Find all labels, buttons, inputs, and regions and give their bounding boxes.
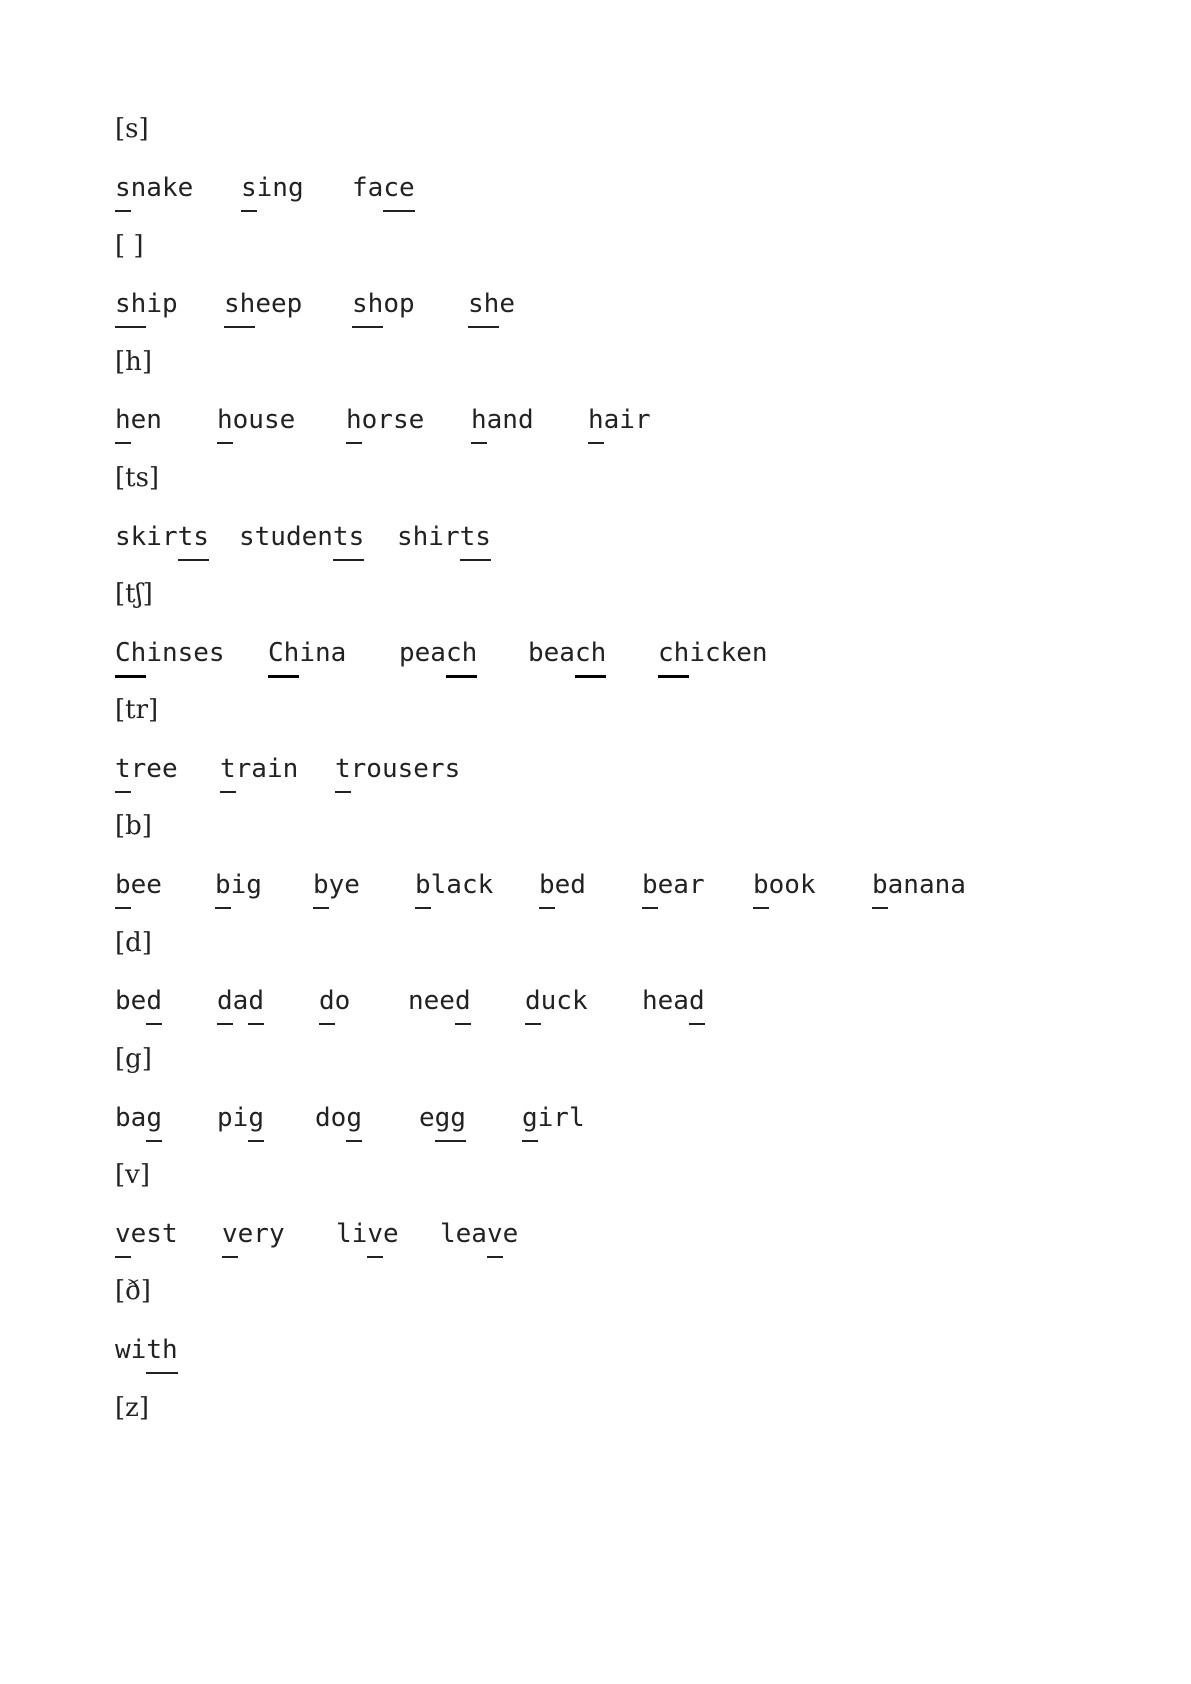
example-word (397, 519, 491, 561)
word-letters: ear (657, 870, 705, 900)
phoneme-heading: [s] (115, 114, 149, 144)
example-word (115, 1332, 178, 1374)
word-letters: irl (537, 1103, 585, 1133)
underlined-letters: d (248, 983, 264, 1025)
word-letters: ba (115, 1103, 147, 1133)
word-letters: ed (554, 870, 586, 900)
example-word (528, 635, 606, 678)
example-word (525, 983, 588, 1025)
example-word (115, 1100, 162, 1142)
word-letters: anana (887, 870, 966, 900)
underlined-letters: t (115, 751, 131, 793)
underlined-letters: d (455, 983, 471, 1025)
word-letters: pi (217, 1103, 249, 1133)
example-word (642, 867, 705, 909)
example-word (220, 751, 298, 793)
underlined-letters: v (367, 1216, 383, 1258)
underlined-letters: b (415, 867, 431, 909)
underlined-letters: d (146, 983, 162, 1025)
word-letters: be (115, 986, 147, 1016)
underlined-letters: t (335, 751, 351, 793)
word-letters: ouse (232, 405, 296, 435)
example-word (352, 170, 415, 212)
example-word (224, 286, 302, 328)
example-word (115, 751, 178, 793)
word-letters: o (334, 986, 351, 1016)
word-letters: and (486, 405, 534, 435)
example-word (642, 983, 705, 1025)
word-letters: li (336, 1219, 368, 1249)
word-letters: ip (146, 289, 178, 319)
example-word (471, 402, 534, 444)
word-letters: a (232, 986, 249, 1016)
word-letters: shir (397, 522, 460, 552)
underlined-letters: g (248, 1100, 264, 1142)
underlined-letters: ts (333, 519, 364, 561)
word-letters: rain (235, 754, 299, 784)
phoneme-heading: [ð] (115, 1276, 151, 1306)
underlined-letters: sh (224, 286, 255, 328)
word-letters: e (419, 1103, 435, 1133)
underlined-letters: ts (178, 519, 209, 561)
word-letters: rousers (350, 754, 461, 784)
word-letters: nake (130, 173, 194, 203)
example-word (239, 519, 364, 561)
example-word (588, 402, 651, 444)
example-word (215, 867, 262, 909)
underlined-letters: ch (658, 635, 689, 678)
underlined-letters: h (115, 402, 131, 444)
underlined-letters: s (115, 170, 131, 212)
example-word (468, 286, 515, 328)
underlined-letters: h (217, 402, 233, 444)
example-word (115, 519, 209, 561)
underlined-letters: b (313, 867, 329, 909)
underlined-letters: ch (575, 635, 606, 678)
underlined-letters: b (642, 867, 658, 909)
underlined-letters: t (220, 751, 236, 793)
underlined-letters: v (222, 1216, 238, 1258)
example-word (419, 1100, 466, 1142)
word-letters: studen (239, 522, 333, 552)
word-letters: skir (115, 522, 178, 552)
word-letters: do (315, 1103, 347, 1133)
underlined-letters: h (346, 402, 362, 444)
underlined-letters: ch (446, 635, 477, 678)
word-letters: ree (130, 754, 178, 784)
underlined-letters: d (689, 983, 705, 1025)
underlined-letters: b (115, 867, 131, 909)
example-word (335, 751, 460, 793)
word-letters: ing (256, 173, 304, 203)
underlined-letters: b (872, 867, 888, 909)
underlined-letters: b (753, 867, 769, 909)
example-word (115, 402, 162, 444)
example-word (658, 635, 768, 678)
underlined-letters: g (522, 1100, 538, 1142)
word-letters: fa (352, 173, 384, 203)
word-letters: e (502, 1219, 519, 1249)
example-word (753, 867, 816, 909)
example-word (222, 1216, 285, 1258)
example-word (522, 1100, 585, 1142)
underlined-letters: d (525, 983, 541, 1025)
underlined-letters: sh (352, 286, 383, 328)
word-letters: ook (768, 870, 816, 900)
underlined-letters: Ch (115, 635, 146, 678)
example-word (217, 1100, 264, 1142)
word-letters: pea (399, 638, 446, 668)
example-word (115, 983, 162, 1025)
phoneme-heading: [v] (115, 1160, 150, 1190)
word-letters: wi (115, 1335, 147, 1365)
underlined-letters: b (539, 867, 555, 909)
word-letters: orse (361, 405, 425, 435)
word-letters: nee (408, 986, 455, 1016)
word-letters: lea (440, 1219, 487, 1249)
example-word (399, 635, 477, 678)
example-word (315, 1100, 362, 1142)
word-letters: hea (642, 986, 689, 1016)
word-letters: ina (299, 638, 347, 668)
underlined-letters: v (487, 1216, 503, 1258)
phoneme-heading: [ ] (115, 231, 144, 261)
word-letters: ery (237, 1219, 285, 1249)
underlined-letters: gg (435, 1100, 466, 1142)
example-word (352, 286, 415, 328)
word-letters: est (130, 1219, 178, 1249)
example-word (241, 170, 304, 212)
underlined-letters: Ch (268, 635, 299, 678)
example-word (115, 1216, 178, 1258)
underlined-letters: sh (115, 286, 146, 328)
example-word (408, 983, 471, 1025)
word-letters: ye (328, 870, 360, 900)
underlined-letters: s (241, 170, 257, 212)
example-word (440, 1216, 518, 1258)
underlined-letters: th (146, 1332, 177, 1374)
underlined-letters: g (146, 1100, 162, 1142)
word-letters: e (499, 289, 515, 319)
underlined-letters: d (217, 983, 233, 1025)
phoneme-heading: [tr] (115, 695, 159, 725)
word-letters: lack (430, 870, 494, 900)
phoneme-heading: [b] (115, 811, 152, 841)
word-letters: ee (130, 870, 162, 900)
underlined-letters: ts (460, 519, 491, 561)
example-word (415, 867, 493, 909)
underlined-letters: d (319, 983, 335, 1025)
example-word (268, 635, 346, 678)
word-letters: uck (540, 986, 588, 1016)
word-letters: op (383, 289, 415, 319)
phoneme-heading: [g] (115, 1044, 152, 1074)
word-letters: inses (146, 638, 225, 668)
underlined-letters: ce (383, 170, 414, 212)
underlined-letters: g (346, 1100, 362, 1142)
example-word (217, 402, 295, 444)
word-letters: en (130, 405, 162, 435)
example-word (346, 402, 424, 444)
example-word (115, 867, 162, 909)
underlined-letters: v (115, 1216, 131, 1258)
phoneme-heading: [tʃ] (115, 579, 153, 609)
underlined-letters: b (215, 867, 231, 909)
underlined-letters: h (471, 402, 487, 444)
word-letters: bea (528, 638, 575, 668)
underlined-letters: h (588, 402, 604, 444)
example-word (313, 867, 360, 909)
word-letters: icken (689, 638, 768, 668)
word-letters: air (603, 405, 651, 435)
phoneme-heading: [d] (115, 928, 152, 958)
phoneme-heading: [z] (115, 1393, 149, 1423)
underlined-letters: sh (468, 286, 499, 328)
phoneme-heading: [ts] (115, 463, 160, 493)
example-word (319, 983, 350, 1025)
example-word (115, 635, 225, 678)
example-word (336, 1216, 399, 1258)
example-word (217, 983, 264, 1025)
example-word (115, 170, 193, 212)
phoneme-heading: [h] (115, 347, 153, 377)
word-letters: ig (230, 870, 262, 900)
word-letters: eep (255, 289, 303, 319)
example-word (539, 867, 586, 909)
example-word (115, 286, 178, 328)
example-word (872, 867, 966, 909)
word-letters: e (382, 1219, 399, 1249)
